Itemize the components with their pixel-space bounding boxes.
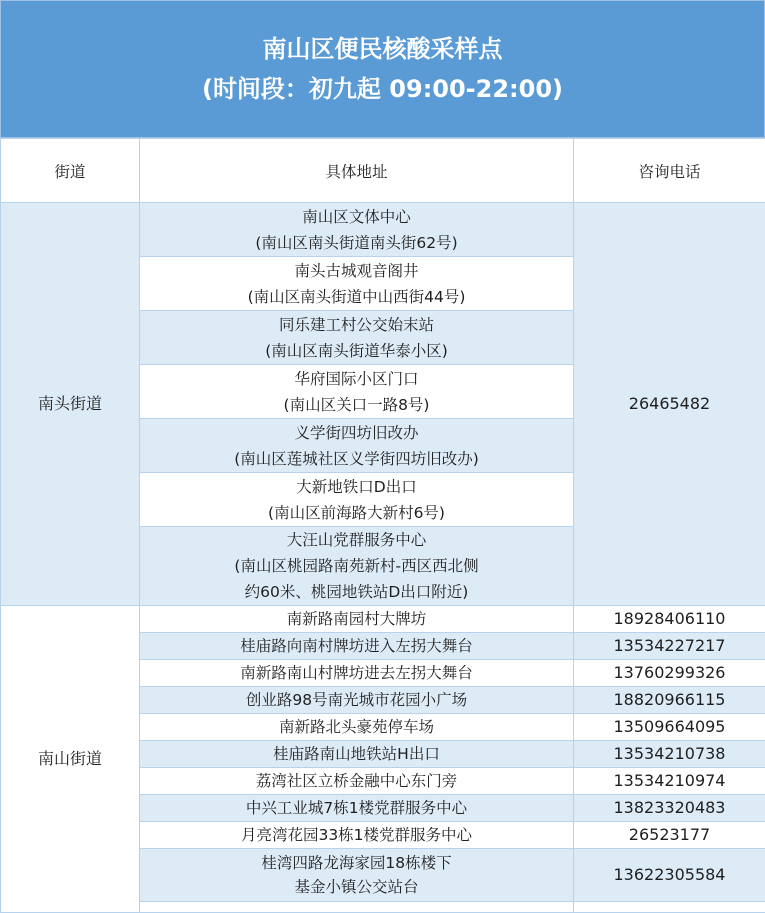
site-address: (南山区南头街道南头街62号) [142, 230, 571, 256]
title-line-2: (时间段：初九起 09:00-22:00) [202, 69, 563, 109]
address-cell: 月亮湾花园33栋1楼党群服务中心 [140, 822, 574, 849]
header-phone: 咨询电话 [574, 139, 765, 203]
phone-cell: 13534210974 [574, 768, 765, 795]
address-cell: 荔湾社区立桥金融中心东门旁 [140, 768, 574, 795]
address-cell [140, 257, 574, 311]
address-cell [140, 527, 574, 606]
site-name: 大新地铁口D出口 [142, 474, 571, 500]
header-address: 具体地址 [140, 139, 574, 203]
phone-cell: 13509664095 [574, 714, 765, 741]
address-cell [140, 849, 574, 902]
site-name: 大汪山党群服务中心 [142, 527, 571, 553]
header-street: 街道 [1, 139, 140, 203]
site-name: 南山区文体中心 [142, 204, 571, 230]
table-row [1, 606, 765, 633]
address-cell: 中兴工业城7栋1楼党群服务中心 [140, 795, 574, 822]
address-cell [140, 365, 574, 419]
address-cell: 桂庙路向南村牌坊进入左拐大舞台 [140, 633, 574, 660]
table-header-row [1, 139, 765, 203]
phone-cell-nantou: 26465482 [574, 203, 765, 606]
phone-cell: 13760299326 [574, 660, 765, 687]
phone-cell: 13534227217 [574, 633, 765, 660]
site-address: 桂湾四路龙海家园18栋楼下 [144, 851, 569, 875]
site-address: (南山区南头街道华泰小区) [142, 338, 571, 364]
address-cell [140, 419, 574, 473]
street-cell-nantou: 南头街道 [1, 203, 140, 606]
phone-cell: 26523177 [574, 822, 765, 849]
street-cell-nanshan: 南山街道 [1, 606, 140, 913]
address-cell [140, 203, 574, 257]
site-address: (南山区南头街道中山西街44号) [142, 284, 571, 310]
site-name: 同乐建工村公交始末站 [142, 312, 571, 338]
table-row [1, 203, 765, 257]
address-cell: 南新路南山村牌坊进去左拐大舞台 [140, 660, 574, 687]
address-cell: 创业路98号南光城市花园小广场 [140, 687, 574, 714]
address-cell: 南新路南园村大牌坊 [140, 606, 574, 633]
phone-cell: 13534210738 [574, 741, 765, 768]
site-address-continued: 基金小镇公交站台 [144, 875, 569, 899]
site-name: 义学街四坊旧改办 [142, 420, 571, 446]
address-cell-empty [140, 902, 574, 913]
site-address: (南山区桃园路南苑新村-西区西北侧 [142, 553, 571, 579]
sampling-sites-table [0, 138, 765, 913]
title-line-1: 南山区便民核酸采样点 [263, 29, 503, 69]
site-name: 华府国际小区门口 [142, 366, 571, 392]
site-address: (南山区关口一路8号) [142, 392, 571, 418]
address-cell: 桂庙路南山地铁站H出口 [140, 741, 574, 768]
site-name: 南头古城观音阁井 [142, 258, 571, 284]
page-title [0, 0, 765, 138]
address-cell [140, 473, 574, 527]
address-cell [140, 311, 574, 365]
site-address: (南山区莲城社区义学街四坊旧改办) [142, 446, 571, 472]
phone-cell: 18928406110 [574, 606, 765, 633]
phone-cell-empty [574, 902, 765, 913]
site-address-continued: 约60米、桃园地铁站D出口附近) [142, 579, 571, 605]
address-cell: 南新路北头豪苑停车场 [140, 714, 574, 741]
phone-cell: 18820966115 [574, 687, 765, 714]
site-address: (南山区前海路大新村6号) [142, 500, 571, 526]
phone-cell: 13622305584 [574, 849, 765, 902]
phone-cell: 13823320483 [574, 795, 765, 822]
